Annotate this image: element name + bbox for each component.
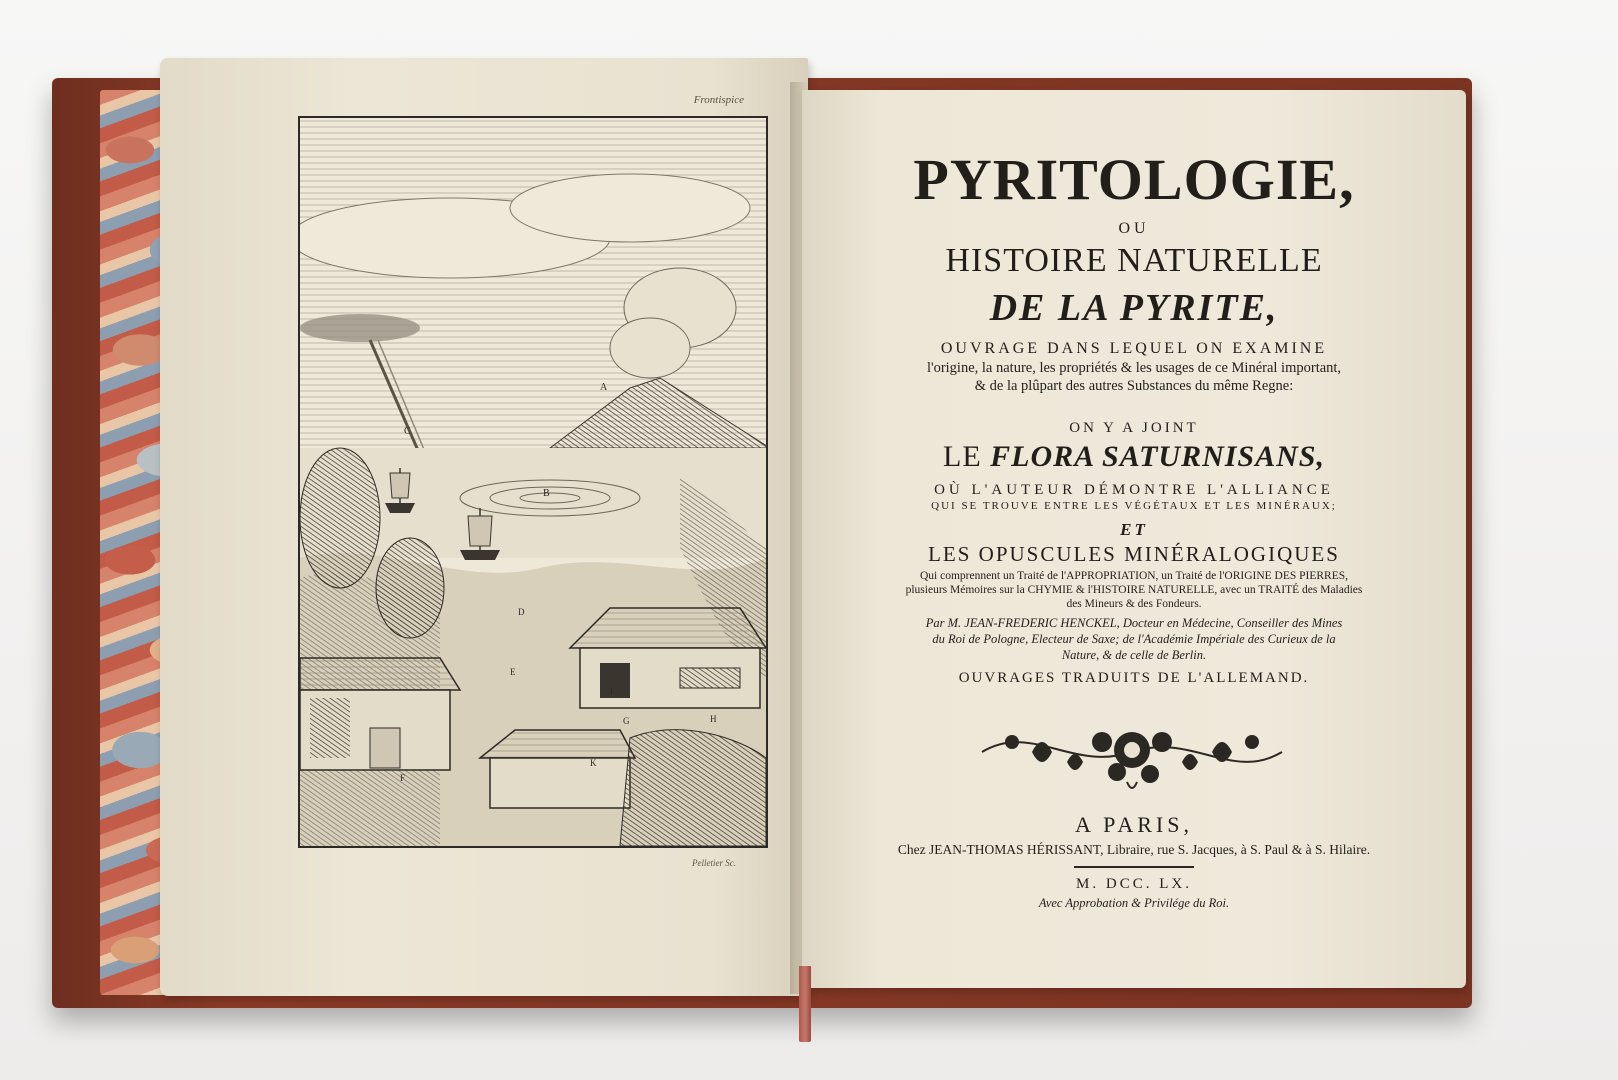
title-pyrite: DE LA PYRITE, [989,287,1279,329]
svg-text:D: D [518,607,525,617]
frontispiece-label: Frontispice [693,94,744,106]
author-line-3: Nature, & de celle de Berlin. [1061,648,1207,662]
svg-text:B: B [543,488,550,499]
flora-title: FLORA SATURNISANS, [990,440,1325,473]
subtitle-line-2: & de la plûpart des autres Substances du même Regne: [974,378,1294,394]
auteur-line: OÙ L'AUTEUR DÉMONTRE L'ALLIANCE [934,482,1334,498]
imprint-publisher: Chez JEAN-THOMAS HÉRISSANT, Libraire, rue S. Jacques, à S. Paul & à S. Hilaire. [897,842,1371,857]
title-page [802,90,1466,988]
author-line-1: Par M. JEAN-FREDERIC HENCKEL, Docteur en Médecine, Conseiller des Mines [925,616,1343,630]
contents-line-2: plusieurs Mémoires sur la CHYMIE & l'HISTOIRE NATURELLE, avec un TRAITÉ des Maladies [905,584,1363,596]
svg-text:H: H [710,714,717,724]
svg-text:A: A [600,382,608,393]
translation-note: OUVRAGES TRADUITS DE L'ALLEMAND. [958,670,1310,686]
ribbon-bookmark [799,966,811,1042]
subtitle-ouvrage: OUVRAGE DANS LEQUEL ON EXAMINE [940,340,1328,357]
privilege-line: Avec Approbation & Privilége du Roi. [1038,896,1230,910]
opuscules-heading: LES OPUSCULES MINÉRALOGIQUES [928,542,1340,566]
contents-line-3: des Mineurs & des Fondeurs. [1066,598,1202,610]
author-line-2: du Roi de Pologne, Electeur de Saxe; de l'Académie Impériale des Curieux de la [932,632,1336,646]
engraved-plate [298,116,768,848]
subtitle-line-1: l'origine, la nature, les propriétés & les usages de ce Minéral important, [926,360,1342,376]
engraver-credit: Pelletier Sc. [692,858,736,868]
engraving-illustration [300,118,766,846]
title-histoire: HISTOIRE NATURELLE [945,242,1323,279]
svg-text:C: C [404,426,411,437]
trouve-line: QUI SE TROUVE ENTRE LES VÉGÉTAUX ET LES MINÉRAUX; [931,500,1337,512]
flora-prefix: LE [943,440,991,473]
svg-text:G: G [623,716,630,726]
title-ou: OU [1118,220,1150,237]
et-line: ET [1120,520,1148,539]
imprint-rule [1074,866,1194,868]
frontispiece-page [160,58,808,996]
book-title: PYRITOLOGIE, [913,147,1355,212]
on-y-a-joint: ON Y A JOINT [1069,420,1199,436]
imprint-date: M. DCC. LX. [1076,876,1192,892]
flora-saturnisans-heading [802,440,1466,474]
contents-line-1: Qui comprennent un Traité de l'APPROPRIATION, un Traité de l'ORIGINE DES PIERRES, [919,570,1349,582]
svg-text:F: F [400,773,406,783]
floral-ornament [972,702,1292,802]
imprint-place: A PARIS, [1074,812,1193,837]
svg-text:E: E [510,667,516,677]
svg-text:I: I [610,686,613,696]
svg-text:K: K [590,758,597,768]
